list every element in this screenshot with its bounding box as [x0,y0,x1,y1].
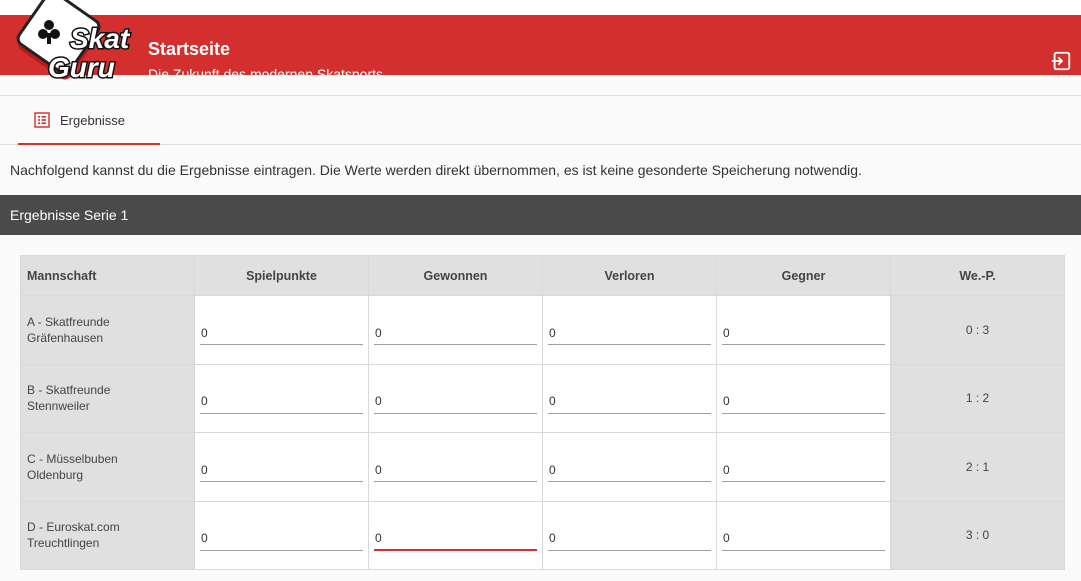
verloren-input[interactable] [548,321,711,345]
intro-text: Nachfolgend kannst du die Ergebnisse eintragen. Die Werte werden direkt übernommen, es ist keine gesonderte Speicherung notwendig. [10,162,862,178]
gegner-input[interactable] [722,390,885,414]
list-icon [34,112,50,128]
tab-label: Ergebnisse [60,113,126,128]
table-row [21,501,1065,570]
col-header-mannschaft: Mannschaft [21,256,195,296]
team-name-line2: Treuchtlingen [27,536,100,551]
table-row [21,364,1065,433]
skatguru-logo[interactable] [12,0,142,92]
team-name [21,501,195,570]
team-name-line1: A - Skatfreunde [27,314,110,329]
wep-value: 3 : 0 [891,501,1065,570]
team-name-line1: B - Skatfreunde [27,383,111,398]
gegner-input[interactable] [722,527,885,551]
app-header [0,15,1081,82]
team-name-line1: C - Müsselbuben [27,451,118,466]
logo-text-skat: Skat [70,23,130,54]
verloren-input[interactable] [548,390,711,414]
section-header [0,195,1081,235]
top-strip [0,0,1081,15]
table-row [21,296,1065,365]
team-name [21,364,195,433]
page-title: Startseite [148,39,231,59]
table-row [21,433,1065,502]
gewonnen-input[interactable] [374,390,537,414]
spielpunkte-input[interactable] [200,527,363,551]
team-name [21,296,195,365]
table-header-row [21,256,1065,296]
gegner-input[interactable] [722,321,885,345]
gegner-input[interactable] [722,458,885,482]
wep-value: 1 : 2 [891,364,1065,433]
verloren-input[interactable] [548,458,711,482]
team-name-line2: Gräfenhausen [27,330,104,345]
gewonnen-input[interactable] [374,321,537,345]
logo-text-guru: Guru [48,52,115,83]
gewonnen-input[interactable] [374,527,537,551]
tab-ergebnisse[interactable] [18,96,160,145]
wep-value: 0 : 3 [891,296,1065,365]
verloren-input[interactable] [548,527,711,551]
col-header-gewonnen: Gewonnen [369,256,543,296]
section-title: Ergebnisse Serie 1 [10,207,129,223]
team-name [21,433,195,502]
results-table [20,255,1065,570]
tab-bar [0,95,1081,145]
wep-value: 2 : 1 [891,433,1065,502]
col-header-wep: We.-P. [891,256,1065,296]
page-subtitle: Die Zukunft des modernen Skatsports [148,66,384,82]
team-name-line2: Stennweiler [27,399,90,414]
gewonnen-input[interactable] [374,458,537,482]
col-header-gegner: Gegner [717,256,891,296]
team-name-line1: D - Euroskat.com [27,520,120,535]
col-header-verloren: Verloren [543,256,717,296]
col-header-spielpunkte: Spielpunkte [195,256,369,296]
spielpunkte-input[interactable] [200,458,363,482]
logout-icon[interactable] [1050,50,1072,72]
spielpunkte-input[interactable] [200,321,363,345]
spielpunkte-input[interactable] [200,390,363,414]
team-name-line2: Oldenburg [27,467,84,482]
